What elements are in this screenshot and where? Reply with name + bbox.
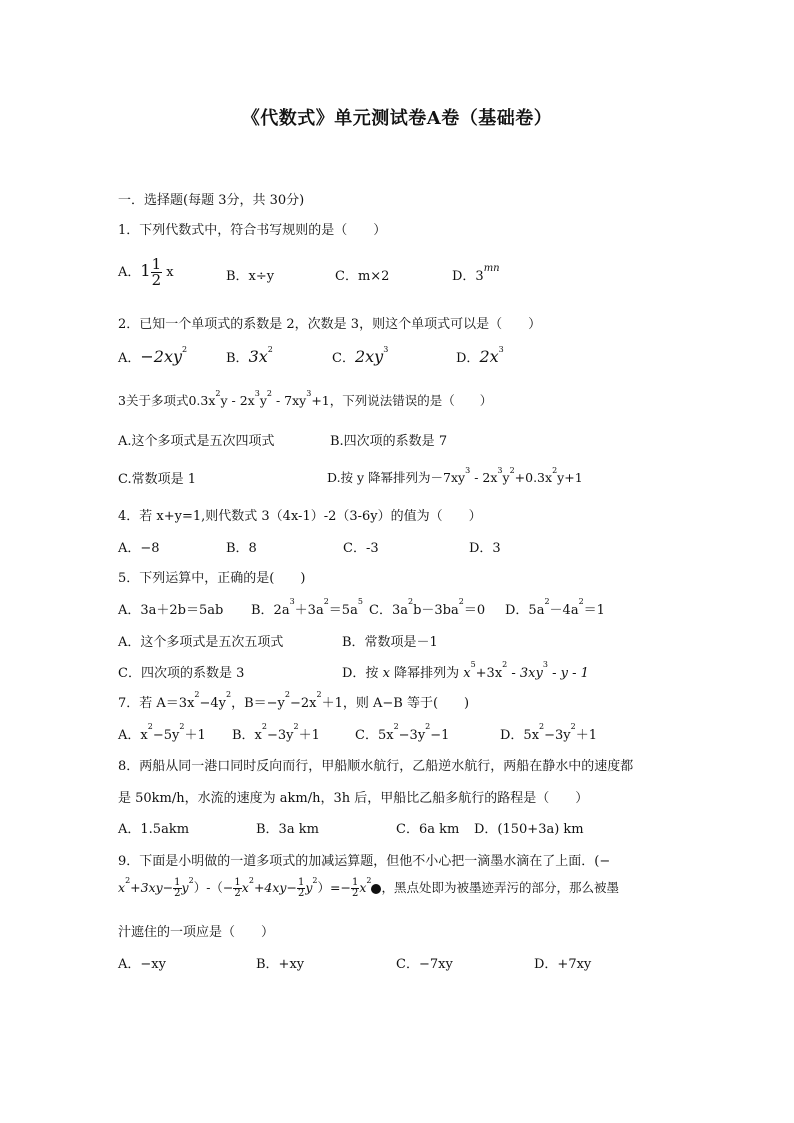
question-9-line-3: 汁遮住的一项应是（ ） <box>118 925 275 940</box>
q5-option-c: C．$3a^2b-3ba^2=0$ <box>369 597 486 618</box>
question-4-stem: 4．若 x+y=1,则代数式 3（4x-1）-2（3-6y）的值为（ ） <box>118 509 482 524</box>
q6-option-b: B．常数项是－1 <box>342 635 438 650</box>
q6-option-d: D．按 x 降幂排列为 $x^5+3x^2 - 3xy^3 - y - 1$ <box>342 660 589 681</box>
q2-option-d: D．$2x^3$ <box>456 345 504 366</box>
question-7-stem: 7．若 $A=3x^2-4y^2$，$B=-y^2-2x^2+1$，则 A−B 等于( ) <box>118 690 470 711</box>
question-8-line-2: 是 50km/h，水流的速度为 akm/h，3h 后，甲船比乙船多航行的路程是（ ） <box>118 791 589 806</box>
q6-option-a: A．这个多项式是五次五项式 <box>118 635 284 650</box>
q2-option-b: B．$3x^2$ <box>226 345 273 366</box>
q3-option-c: C.常数项是 1 <box>118 472 197 487</box>
q6-option-c: C．四次项的系数是 3 <box>118 666 245 681</box>
question-9-line-2: $x^2+3xy-$ $\frac{1}{2}$ $y^2)-(-$ $\frac{1}{2}$ $x^2+4xy-$ $\frac{1}{2}$ $y^2)=-$ $\frac{1}{2}$ $x^2$ ，黑点处即为被墨迹弄污的部分，那么被墨 <box>118 876 619 899</box>
q3-option-b: B.四次项的系数是 7 <box>330 434 448 449</box>
q4-option-d: D．3 <box>469 541 501 556</box>
q7-option-b: B．$x^2-3y^2+1$ <box>232 722 320 743</box>
q1-option-a: A．1 $\frac{1}{2}$ x <box>118 255 174 289</box>
page-title: 《代数式》单元测试卷A卷（基础卷） <box>241 108 553 129</box>
section-heading: 一．选择题(每题 3分，共 30分) <box>118 193 305 208</box>
q5-option-a: A．3a＋2b＝5ab <box>118 603 224 618</box>
q1-option-d: D．$3^{mn}$ <box>452 263 500 284</box>
q7-option-c: C．$5x^2-3y^2-1$ <box>355 722 450 743</box>
q4-option-b: B．8 <box>226 541 257 556</box>
q9-option-d: D．+7xy <box>534 957 592 972</box>
q2-option-c: C．$2xy^3$ <box>332 345 389 366</box>
q8-option-a: A．1.5akm <box>118 822 190 837</box>
question-9-line-1: 9．下面是小明做的一道多项式的加减运算题，但他不小心把一滴墨水滴在了上面．(− <box>118 854 611 869</box>
q1-option-b: B．x÷y <box>226 269 275 284</box>
question-5-stem: 5．下列运算中，正确的是( ) <box>118 571 306 586</box>
ink-blot-icon <box>371 884 381 894</box>
q9-option-a: A．−xy <box>118 957 166 972</box>
q7-option-a: A．$x^2-5y^2+1$ <box>118 722 206 743</box>
q7-option-d: D．$5x^2-3y^2+1$ <box>500 722 598 743</box>
q4-option-a: A．−8 <box>118 541 160 556</box>
q8-option-d: D．(150+3a) km <box>474 822 584 837</box>
question-2-stem: 2．已知一个单项式的系数是 2，次数是 3，则这个单项式可以是（ ） <box>118 317 542 332</box>
question-8-line-1: 8．两船从同一港口同时反向而行，甲船顺水航行，乙船逆水航行，两船在静水中的速度都 <box>118 759 634 774</box>
q8-option-b: B．3a km <box>256 822 319 837</box>
question-1-stem: 1．下列代数式中，符合书写规则的是（ ） <box>118 223 387 238</box>
q1-option-c: C．m×2 <box>335 269 390 284</box>
q2-option-a: A．$-2xy^2$ <box>118 345 188 366</box>
question-3-stem: 3关于多项式$0.3x^2y - 2x^3y^2 - 7xy^3+1$，下列说法错误的是（ ） <box>118 389 493 408</box>
q9-option-c: C．−7xy <box>396 957 453 972</box>
q3-option-d: D.按 y 降幂排列为$-7xy^3 - 2x^3y^2+0.3x^2y+1$ <box>327 466 583 485</box>
q9-option-b: B．+xy <box>256 957 305 972</box>
q8-option-c: C．6a km <box>396 822 460 837</box>
q5-option-d: D．$5a^2-4a^2=1$ <box>505 597 605 618</box>
q4-option-c: C．-3 <box>343 541 379 556</box>
q3-option-a: A.这个多项式是五次四项式 <box>118 434 275 449</box>
q5-option-b: B．$2a^3+3a^2=5a^5$ <box>251 597 363 618</box>
